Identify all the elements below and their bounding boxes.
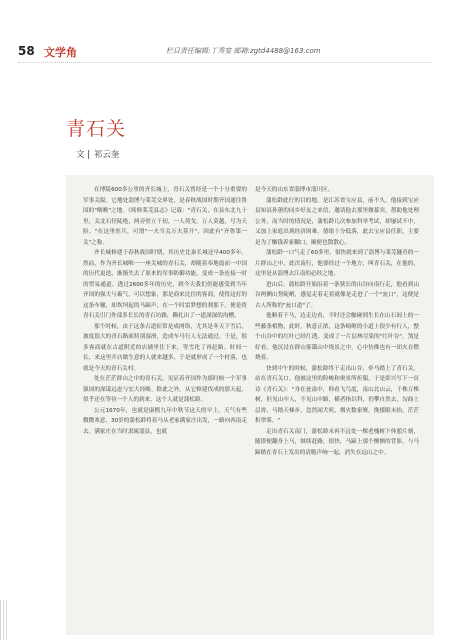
article-body bbox=[66, 175, 434, 635]
page-header bbox=[0, 44, 450, 64]
paragraph: 进山后，蒲松龄开始沿着一条狭长的山谷向南行走，他看到山谷两侧山势陡峭，感觉走着走着就像是走进了一个"瓮口"，这便是古人所称的"瓮口道"了。 bbox=[255, 281, 419, 309]
paragraph: 处在茫茫群山之中的青石关，见证着齐国作为那时候一个军事强国的深谋远虑与宏大经略。除此之外，从它修建伐成的那天起，似乎还在等待一个人的到来，这个人就是蒲松龄。 bbox=[83, 376, 247, 403]
paragraph: 在博陵600多公里的齐长城上，青石关曾经是一个十分重要的军事关隘。它地处淄博与莱芜交界处，是春秋战国时期齐国通往鲁国的"咽喉"之地。《续修莱芜县志》记载："青石关，在县东北九十里，关北石径陡绝，两旁壁立千仞，一人荷戈，万人莫越，号为天险。"在这里驻兵，可谓"一夫当关万夫莫开"，因此有"齐鲁第一关"之称。 bbox=[83, 187, 247, 246]
article-author bbox=[76, 148, 119, 160]
paragraph: 公元1670年，也就是康熙九年中秋节这天的早上，天气有些微微寒意，30岁的蒲松龄将着马从老家满家庄出发，一路向西南走去。满家庄在当时隶属淄县，也就 bbox=[83, 407, 247, 435]
author-name: 祁云奎 bbox=[93, 150, 120, 160]
paragraph: 走出青石关南门，蒲松龄未再不远处一棵老槐树下休憩片刻，随即便翻身上马，继续赶路，很快，马蹄上那个颤颤的背影，与马蹄踏在青石上发出的清脆声响一起，消失在远山之中。 bbox=[255, 428, 419, 456]
page-number: 58 bbox=[18, 44, 35, 58]
paragraph: 快到中午的时候，蒲松龄终于走出山谷，牵马踏上了青石关，站在青石关口，他被这里的险峻和奥景所折服，于是即兴写下一首诗《青石关》："身在瓮盎中，仰看飞鸟度，南山北山云，千株万株树，但见山中人，不见山中路，横者指以科，仍攀自然去，勾曲上层霄，马踏天梯步，忽然闻犬吠，烟火数家聚，挽援眼未抬，茫茫积翠雾。" bbox=[255, 365, 419, 424]
paragraph: 蒲松龄此行的目的地，是江苏省宝应县，前不久，他接到宝应县知县孙蕙的同乡好友之来信，邀请他去那里做幕宾，帮助他处理公务。而当时的情况是，蒲松龄几次参加科举考试，却屡试不中，又加上家庭出现经济困难，情绪十分低落，此去宝应县任职，主要是为了赚钱养家糊口，顺便也散散心。 bbox=[255, 197, 419, 246]
header-divider bbox=[18, 62, 432, 63]
article-title: 青石关 bbox=[66, 118, 127, 140]
paragraph: 是今天的山东省淄博市淄川区。 bbox=[255, 187, 334, 193]
paragraph: 蒲松龄一口气走了60多里，很快就来到了淄博与莱芜隧青的一片群山之中，此次南行，他要经过一个地方，叫青石关，在他的，这里是从淄博去江南的必经之地。 bbox=[255, 250, 419, 277]
text-column-right bbox=[255, 185, 419, 458]
paragraph: 齐长城修建于春秋战国时期，其历史比秦长城还早400多年。然而，作为齐长城唯一一座关城的青石关，却随着奉地震而一中国的历代更迭，渐渐失去了原来的军事防御功能，变成一条连接一时的贸易通道。透过2600多年的历史，到今天我们仍能感受到当年齐国的强大与霸气，可以想象，那是商来比往的客商，使得这打的这条车辙，却坎坷起的马蹄声，在一个时雷梦想的刹那下，便是将青石关引门外部多长长的青石坊路，撕扎出了一道深深的沟槽。 bbox=[83, 250, 247, 319]
paragraph: 他顺着下马，边走边看，不时还会触碰到生长在山石间上的一些藤条植物，此时，秋意正浓，这条崎岖的小道上很少有行人，整个山谷中的红叶已经红透，变成了一片层林尽染的"红叶谷"，煞是好看，他沉浸在群山雾霭山中绕景之中，心中仿佛也有一团火在燃烧着。 bbox=[255, 313, 419, 361]
page-edge-strip bbox=[0, 600, 8, 640]
section-title: 文学角 bbox=[44, 46, 77, 59]
author-prefix: 文 bbox=[76, 150, 85, 160]
paragraph: 那个时候，由于这条古道征常是成网络，尤其是冬天下雪后，坡度很大的青石路面特别湿滑，造成车马行人无法通过。于是，很多客商就在古道附近的店铺里住下来，等雪化了再赶路。时间一长，来这里开店做生意的人就来越多，于是就形成了一个村落，也就是今天的青石关村。 bbox=[83, 323, 247, 372]
text-column-left bbox=[83, 185, 247, 437]
editor-info: 栏目责任编辑:丁秀宴 邮箱:zgtd4488@163.com bbox=[166, 47, 321, 55]
author-separator: | bbox=[87, 150, 91, 160]
